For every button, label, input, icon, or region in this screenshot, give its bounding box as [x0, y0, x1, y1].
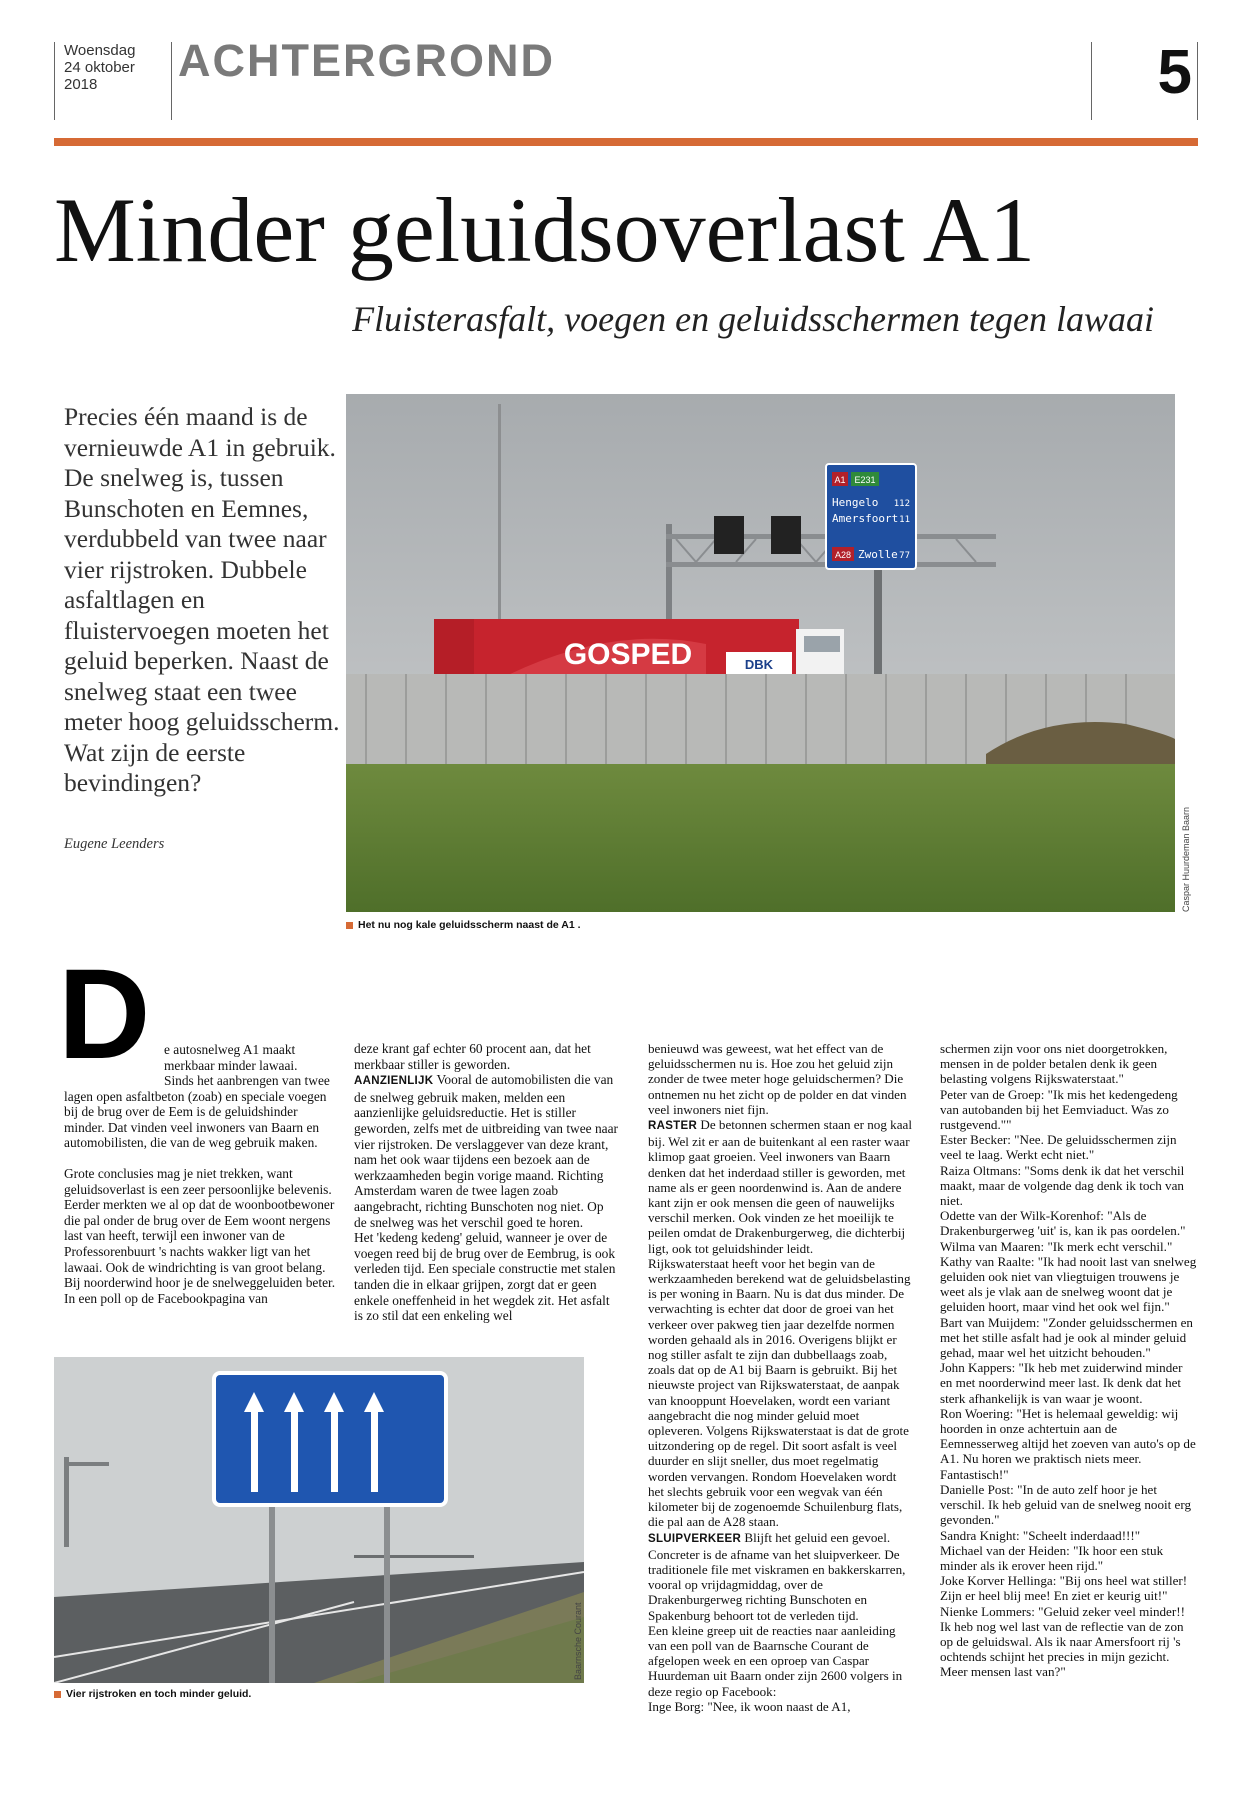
column2-paragraph-2 [354, 1072, 618, 1230]
column3-paragraph-6: Inge Borg: "Nee, ik woon naast de A1, [648, 1698, 851, 1714]
truck-logo-dbk: DBK [744, 657, 774, 672]
sign-dest-1: Hengelo [832, 496, 879, 509]
reaction-7: Kathy van Raalte: "Ik had nooit last van snelweg geluiden ook niet van vliegtuigen trouwens je weet als je vlak aan de snelweg woont dat je geluiden hoort, maar vind het ook wel fijn." [940, 1253, 1197, 1315]
date-day: Woensdag [64, 42, 136, 59]
sign-km-1: 112 [893, 499, 910, 509]
date-date: 24 oktober [64, 59, 135, 76]
sign-dest-2: Amersfoort [832, 512, 899, 525]
sign-road-a1: A1 [834, 475, 846, 485]
byline: Eugene Leenders [64, 836, 165, 852]
column3-paragraph-3: Rijkswaterstaat heeft voor het begin van de werkzaamheden berekend wat de geluidsbelasting is per woning in Baarn. Nu is dat dus minder. De verwachting is echter dat door de groei van het verkeer over pakweg tien jaar dezelfde normen worden gehaald als in 2016. Overigens blijkt er nog stiller asfalt te zijn dan dubbellaags zoab, zoals dat op de A1 bij Baarn is gebruikt. Bij het nieuwste project van Rijkswaterstaat, de aanpak van knooppunt Hoevelaken, wordt een variant aangebracht die nog minder geluid moet opleveren. Volgens Rijkswaterstaat is dat de grote uitzondering op de regel. Dit soort asfalt is veel duurder en slijt sneller, dus moet regelmatig worden vervangen. Rondom Hoevelaken wordt het slechts gebruik voor een wegvak van één kilometer bij de zogenoemde Schuilenburg flats, die pal aan de A28 staan. [648, 1255, 911, 1530]
caption-marker [54, 1691, 61, 1698]
headline: Minder geluidsoverlast A1 [54, 179, 1036, 281]
photo2-caption [54, 1688, 251, 1700]
masthead-divider-left [54, 42, 55, 120]
photo-lane-sign-illustration [54, 1357, 584, 1683]
sign-road-a28: A28 [834, 550, 852, 560]
column3-paragraph-5: Een kleine greep uit de reacties naar aanleiding van een poll van de Baarnsche Courant de afgelopen week en een oproep van Caspar Huurdeman uit Baarn onder zijn 2600 volgers in deze regio op Facebook: [648, 1622, 903, 1699]
reaction-11: Danielle Post: "In de auto zelf hoor je het verschil. Ik heb geluid van de snelweg nooit erg gevonden." [940, 1481, 1192, 1528]
masthead-divider-right [1091, 42, 1092, 120]
section-title: ACHTERGROND [178, 35, 555, 86]
photo2-credit: Baarnsche Courant [573, 1602, 583, 1680]
photo1-credit: Caspar Huurdeman Baarn [1181, 806, 1191, 912]
kicker-sluipverkeer: SLUIPVERKEER [648, 1532, 742, 1545]
article-column-3 [648, 1041, 912, 1714]
article-column-1 [164, 1042, 340, 1073]
reaction-8: Bart van Muijdem: "Zonder geluidsschermen en met het stille asfalt had je ook al minder geluid gehad, maar wel het uitzicht behouden." [940, 1314, 1193, 1361]
reaction-1: schermen zijn voor ons niet doorgetrokken, mensen in de polder betalen denk ik geen belasting volgens Rijkswaterstaat." [940, 1041, 1168, 1087]
photo-highway-sign-illustration [346, 394, 1175, 912]
photo1-caption [346, 919, 581, 931]
reaction-3: Ester Becker: "Nee. De geluidsschermen zijn veel te laag. Werkt echt niet." [940, 1132, 1177, 1163]
intro-text: Precies één maand is de vernieuwde A1 in gebruik. De snelweg is, tussen Bunschoten en Eemnes, verdubbeld van twee naar vier rijstroken. Dubbele asfaltlagen en fluistervoegen moeten het geluid beperken. Naast de snelweg staat een twee meter hoog geluidsscherm. Wat zijn de eerste bevindingen? [64, 402, 340, 797]
photo1-caption-text: Het nu nog kale geluidsscherm naast de A1 . [358, 919, 581, 931]
article-column-1-body [64, 1073, 340, 1306]
column1-line-2: merkbaar minder lawaai. [164, 1057, 298, 1073]
truck-brand: GOSPED [563, 638, 693, 671]
kicker-aanzienlijk: AANZIENLIJK [354, 1075, 434, 1088]
masthead-divider-edge [1197, 42, 1198, 120]
column1-paragraph-1: Sinds het aanbrengen van twee lagen open asfaltbeton (zoab) en speciale voegen bij de brug over de Eem is de geluidshinder minder. Dat vinden veel inwoners van Baarn en automobilisten, die van de weg gebruik maken. [64, 1073, 330, 1151]
reaction-9: John Kappers: "Ik heb met zuiderwind minder en met noorderwind meer last. Ik denk dat het sterk afhankelijk is van waar je woont. [940, 1360, 1183, 1406]
reaction-13: Michael van der Heiden: "Ik hoor een stuk minder als ik erover heen rijd." [940, 1542, 1164, 1573]
column2-paragraph-2-text: Vooral de automobilisten die van de snelweg gebruik maken, melden een aanzienlijke geluidsreductie. Het is stiller geworden, zelfs met de uitbreiding van twee naar vier rijstroken. De verslaggever van deze krant, nam het ook waar tijdens een bezoek aan de werkzaamheden begin vorige maand. Richting Amsterdam waren de twee lagen zoab aangebracht, richting Bunschoten nog niet. Op de snelweg was het verschil goed te horen. [354, 1072, 618, 1230]
sign-dest-3: Zwolle [858, 548, 898, 561]
section-rule [54, 138, 1198, 146]
photo-lane-sign [54, 1357, 584, 1683]
article-column-4 [940, 1041, 1198, 1680]
reaction-4: Raiza Oltmans: "Soms denk ik dat het verschil maakt, maar de volgende dag denk ik toch van niet. [940, 1162, 1185, 1209]
page-number: 5 [1157, 38, 1192, 107]
reaction-6: Wilma van Maaren: "Ik merk echt verschil." [940, 1238, 1173, 1254]
column1-line-1: e autosnelweg A1 maakt [164, 1042, 296, 1057]
reaction-2: Peter van de Groep: "Ik mis het kedengedeng van autobanden bij het Eemviaduct. Was zo rustgevend."" [940, 1086, 1178, 1133]
column3-paragraph-4-text: Blijft het geluid een gevoel. Concreter is de afname van het sluipverkeer. De traditionele file met viskramen en bakkerskarren, vooral op vrijdagmiddag, over de Drakenburgerweg richting Bunschoten en Spakenburg behoort tot de verleden tijd. [648, 1529, 906, 1623]
reaction-5: Odette van der Wilk-Korenhof: "Als de Drakenburgerweg 'uit' is, kan ik pas oordelen." [940, 1208, 1186, 1239]
reaction-14: Joke Korver Hellinga: "Bij ons heel wat stiller! Zijn er heel blij mee! En ziet er keurig uit!" [940, 1573, 1188, 1604]
subheadline: Fluisterasfalt, voegen en geluidsschermen tegen lawaai [352, 299, 1154, 339]
caption-marker [346, 922, 353, 929]
column2-paragraph-1: deze krant gaf echter 60 procent aan, dat het merkbaar stiller is geworden. [354, 1041, 591, 1072]
reaction-15: Nienke Lommers: "Geluid zeker veel minder!! Ik heb nog wel last van de reflectie van de zon op de geluidswal. Als ik naar Amersfoort rij 's ochtends schijnt het precies in mijn gezicht. Meer mensen last van?" [940, 1603, 1185, 1680]
masthead-divider-mid [171, 42, 172, 120]
column1-paragraph-2: Grote conclusies mag je niet trekken, want geluidsoverlast is een zeer persoonlijke belevenis. Eerder merkten we al op dat de woonbootbewoner die pal onder de brug over de Eem woont nergens last van heeft, terwijl een inwoner van de Professorenbuurt 's nachts wakker ligt van het lawaai. Ook de windrichting is van groot belang. Bij noorderwind hoor je de snelweggeluiden beter. In een poll op de Facebookpagina van [64, 1165, 336, 1306]
column3-paragraph-1: benieuwd was geweest, wat het effect van de geluidsschermen nu is. Hoe zou het geluid zijn zonder de twee meter hoge geluidschermen? Die ontnemen nu het zicht op de polder en dat vinden veel inwoners niet fijn. [648, 1041, 907, 1117]
sign-road-e231: E231 [854, 475, 876, 485]
photo2-caption-text: Vier rijstroken en toch minder geluid. [66, 1688, 252, 1700]
date-year: 2018 [64, 76, 98, 93]
column2-paragraph-3: Het 'kedeng kedeng' geluid, wanneer je over de voegen reed bij de brug over de Eembrug, is ook verleden tijd. Een speciale constructie met stalen tanden die in elkaar grijpen, zorgt dat er geen enkele oneffenheid in het wegdek zit. Het asfalt is zo stil dat een enkeling wel [354, 1230, 616, 1324]
reaction-12: Sandra Knight: "Scheelt inderdaad!!!" [940, 1527, 1141, 1543]
column3-paragraph-2 [648, 1117, 912, 1256]
issue-date [64, 42, 135, 93]
column3-paragraph-2-text: De betonnen schermen staan er nog kaal bij. Wel zit er aan de buitenkant al een raster waar klimop gaat groeien. Veel inwoners van Baarn denken dat het inderdaad stiller is geworden, met name als er geen noordenwind is. Aan de andere kant zijn er ook mensen die geen of nauwelijks verschil merken. Ook vinden ze het moeilijk te peilen omdat de Drakenburgerweg, die dichterbij ligt, ook tot geluidshinder leidt. [648, 1117, 912, 1256]
dropcap: D [58, 943, 151, 1086]
sign-km-2: 11 [899, 515, 910, 525]
reaction-10: Ron Woering: "Het is helemaal geweldig: wij hoorden in onze achtertuin aan de Eemnesserweg altijd het zoeven van auto's op de A1. Nu horen we praktisch niets meer. Fantastisch!" [940, 1405, 1196, 1482]
photo-highway-sign [346, 394, 1175, 912]
sign-km-3: 77 [899, 551, 910, 561]
kicker-raster: RASTER [648, 1120, 698, 1133]
column3-paragraph-4 [648, 1530, 912, 1623]
article-column-2 [354, 1041, 618, 1324]
